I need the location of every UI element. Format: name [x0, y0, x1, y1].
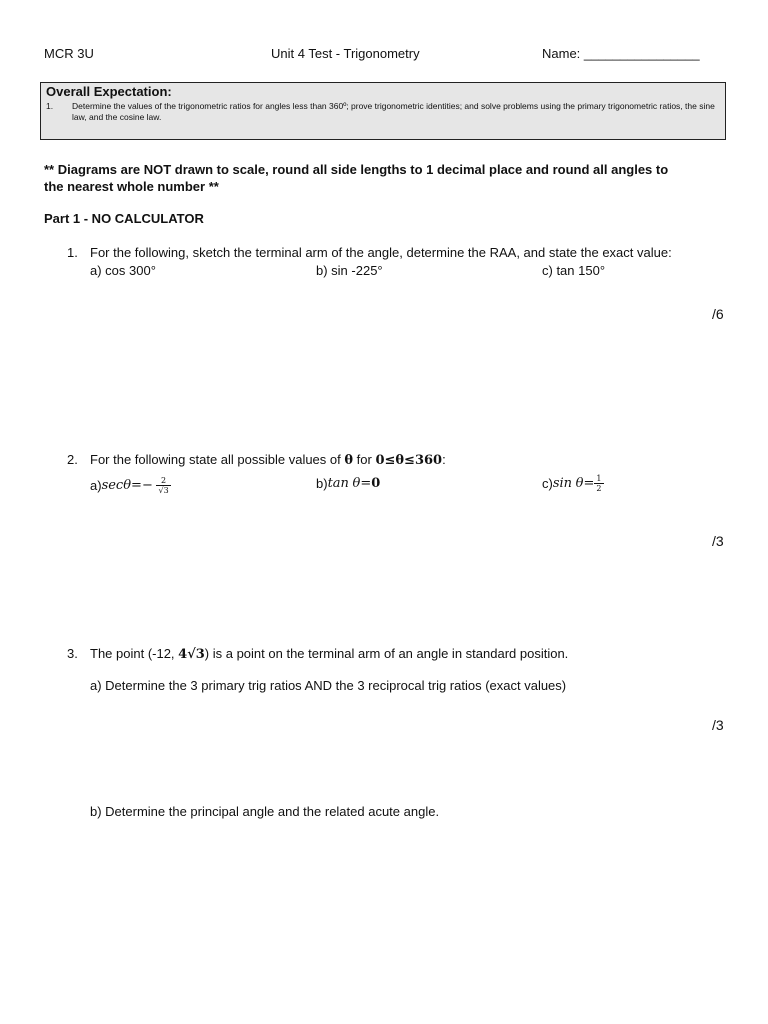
q2-number: 2. [67, 452, 78, 467]
expectation-text: Determine the values of the trigonometric ratios for angles less than 360º; prove trigonometric identities; and solve problems using the primary trigonometric ratios, the sine law, and the cosine law. [72, 101, 715, 122]
q1-marks: /6 [712, 306, 724, 322]
q3-prompt: The point (-12, 4√3) is a point on the terminal arm of an angle in standard position. [90, 646, 569, 662]
name-line: Name: ________________ [542, 46, 700, 61]
expectation-box [40, 82, 726, 140]
instructions-line-1: ** Diagrams are NOT drawn to scale, round all side lengths to 1 decimal place and round all angles to [44, 162, 669, 177]
q1-part-c: c) tan 150° [542, 263, 606, 278]
part1-title: Part 1 - NO CALCULATOR [44, 211, 204, 226]
q2-c-fraction: $\frac{1}{2}$ [596, 473, 602, 493]
test-title: Unit 4 Test - Trigonometry [271, 46, 420, 61]
q2-part-b: b) tan θ = 0 [316, 475, 381, 491]
q2-a-fraction: $\frac{2}{√3}$ [158, 475, 169, 495]
q1-part-b: b) sin -225° [316, 263, 383, 278]
q2-range: 0≤θ≤360 [375, 453, 443, 468]
course-code: MCR 3U [44, 46, 94, 61]
q2-marks: /3 [712, 533, 724, 549]
q3-part-b: b) Determine the principal angle and the related acute angle. [90, 804, 440, 819]
expectation-title: Overall Expectation: [46, 84, 172, 99]
q2-prompt: For the following state all possible values of θ for 0≤θ≤360: [90, 452, 446, 468]
q1-number: 1. [67, 245, 78, 260]
expectation-number: 1. [46, 101, 54, 111]
q3-marks: /3 [712, 717, 724, 733]
q3-part-a: a) Determine the 3 primary trig ratios AND the 3 reciprocal trig ratios (exact values) [90, 678, 567, 693]
q3-number: 3. [67, 646, 78, 661]
instructions-line-2: the nearest whole number ** [44, 179, 219, 194]
q1-part-a: a) cos 300° [90, 263, 156, 278]
q3-point-value: 4√3 [178, 647, 205, 662]
q2-part-c: c) sin θ = $\frac{1}{2}$ [542, 473, 602, 493]
q1-prompt: For the following, sketch the terminal arm of the angle, determine the RAA, and state the exact value: [90, 245, 672, 260]
q2-part-a: a) sec θ =− $\frac{2}{√3}$ [90, 475, 169, 495]
